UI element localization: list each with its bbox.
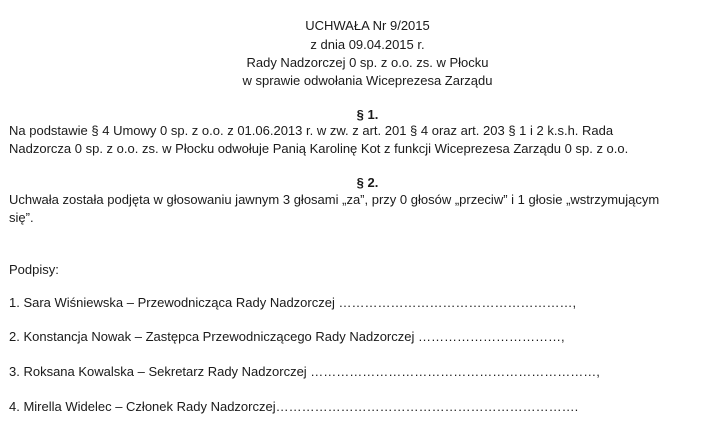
signatures-label: Podpisy: <box>9 262 59 277</box>
signature-line: 4. Mirella Widelec – Członek Rady Nadzorczej……………………………………………………………. <box>9 399 579 414</box>
section-2-text-line-2: się”. <box>9 210 34 225</box>
section-2-heading: § 2. <box>356 175 379 190</box>
signature-line: 1. Sara Wiśniewska – Przewodnicząca Rady Nadzorczej ………………………………………………, <box>9 295 577 310</box>
section-1-text-line-1: Na podstawie § 4 Umowy 0 sp. z o.o. z 01.06.2013 r. w zw. z art. 201 § 4 oraz art. 203 § 1 i 2 k.s.h. Rada <box>9 123 614 138</box>
section-1-heading: § 1. <box>356 107 379 122</box>
signature-line: 3. Roksana Kowalska – Sekretarz Rady Nadzorczej …………………………………………………………, <box>9 364 600 379</box>
signature-line: 2. Konstancja Nowak – Zastępca Przewodniczącego Rady Nadzorczej ……………………………, <box>9 329 565 344</box>
document-subject: w sprawie odwołania Wiceprezesa Zarządu <box>242 73 493 88</box>
document-issuer: Rady Nadzorczej 0 sp. z o.o. zs. w Płocku <box>246 55 489 70</box>
document-date: z dnia 09.04.2015 r. <box>310 37 425 52</box>
section-2-text-line-1: Uchwała została podjęta w głosowaniu jawnym 3 głosami „za”, przy 0 głosów „przeciw” i 1 głosie „wstrzymującym <box>9 192 660 207</box>
section-1-text-line-2: Nadzorcza 0 sp. z o.o. zs. w Płocku odwołuje Panią Karolinę Kot z funkcji Wiceprezesa Zarządu 0 sp. z o.o. <box>9 141 629 156</box>
document-title: UCHWAŁA Nr 9/2015 <box>305 18 430 33</box>
